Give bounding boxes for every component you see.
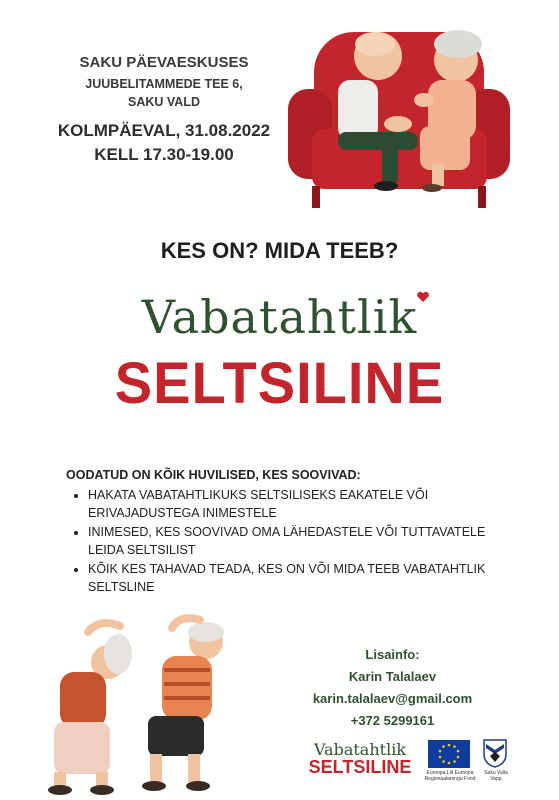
event-time: KELL 17.30-19.00 bbox=[94, 145, 234, 164]
saku-coat-of-arms-icon bbox=[480, 738, 510, 768]
contact-email[interactable]: karin.talalaev@gmail.com bbox=[312, 691, 473, 706]
footer-logo-line1: Vabatahtlik bbox=[313, 740, 407, 759]
event-date: KOLMPÄEVAL, 31.08.2022 bbox=[57, 121, 271, 140]
eu-flag-icon bbox=[428, 740, 470, 768]
footer-logo bbox=[305, 740, 415, 778]
logo-title-seltsiline: SELTSILINE bbox=[114, 349, 445, 416]
footer-logo-line2: SELTSILINE bbox=[308, 757, 412, 777]
event-details bbox=[34, 54, 294, 165]
heart-icon bbox=[416, 291, 430, 303]
question-heading: KES ON? MIDA TEEB? bbox=[160, 238, 399, 263]
contact-name: Karin Talalaev bbox=[348, 669, 437, 684]
saku-caption: Saku Valla Vapp bbox=[484, 770, 508, 782]
list-item: • KÕIK KES TAHAVAD TEADA, KES ON VÕI MIDA TEEB VABATAHTLIK SELTSLINE bbox=[88, 560, 486, 596]
eu-caption: Euroopa Liit Euroopa Regionaalarengu Fond bbox=[424, 770, 476, 782]
contact-info bbox=[300, 644, 485, 732]
list-item: • INIMESED, KES SOOVIVAD OMA LÄHEDASTELE VÕI TUTTAVATELE LEIDA SELTSILIST bbox=[88, 523, 486, 559]
event-address-line2: SAKU VALD bbox=[128, 95, 200, 109]
exercising-seniors-illustration bbox=[30, 612, 260, 797]
invite-list bbox=[66, 486, 486, 596]
couple-on-sofa-illustration bbox=[282, 14, 512, 214]
logo-title-vabatahtlik: Vabatahtlik bbox=[141, 290, 418, 344]
list-item: • HAKATA VABATAHTLIKUKS SELTSILISEKS EAKATELE VÕI ERIVAJADUSTEGA INIMESTELE bbox=[88, 486, 486, 522]
event-address-line1: JUUBELITAMMEDE TEE 6, bbox=[85, 77, 243, 91]
event-place: SAKU PÄEVAESKUSES bbox=[79, 54, 249, 71]
invite-lead: OODATUD ON KÕIK HUVILISED, KES SOOVIVAD: bbox=[66, 468, 361, 482]
invite-section bbox=[66, 468, 486, 597]
contact-phone[interactable]: +372 5299161 bbox=[350, 713, 435, 728]
contact-label: Lisainfo: bbox=[365, 647, 420, 662]
